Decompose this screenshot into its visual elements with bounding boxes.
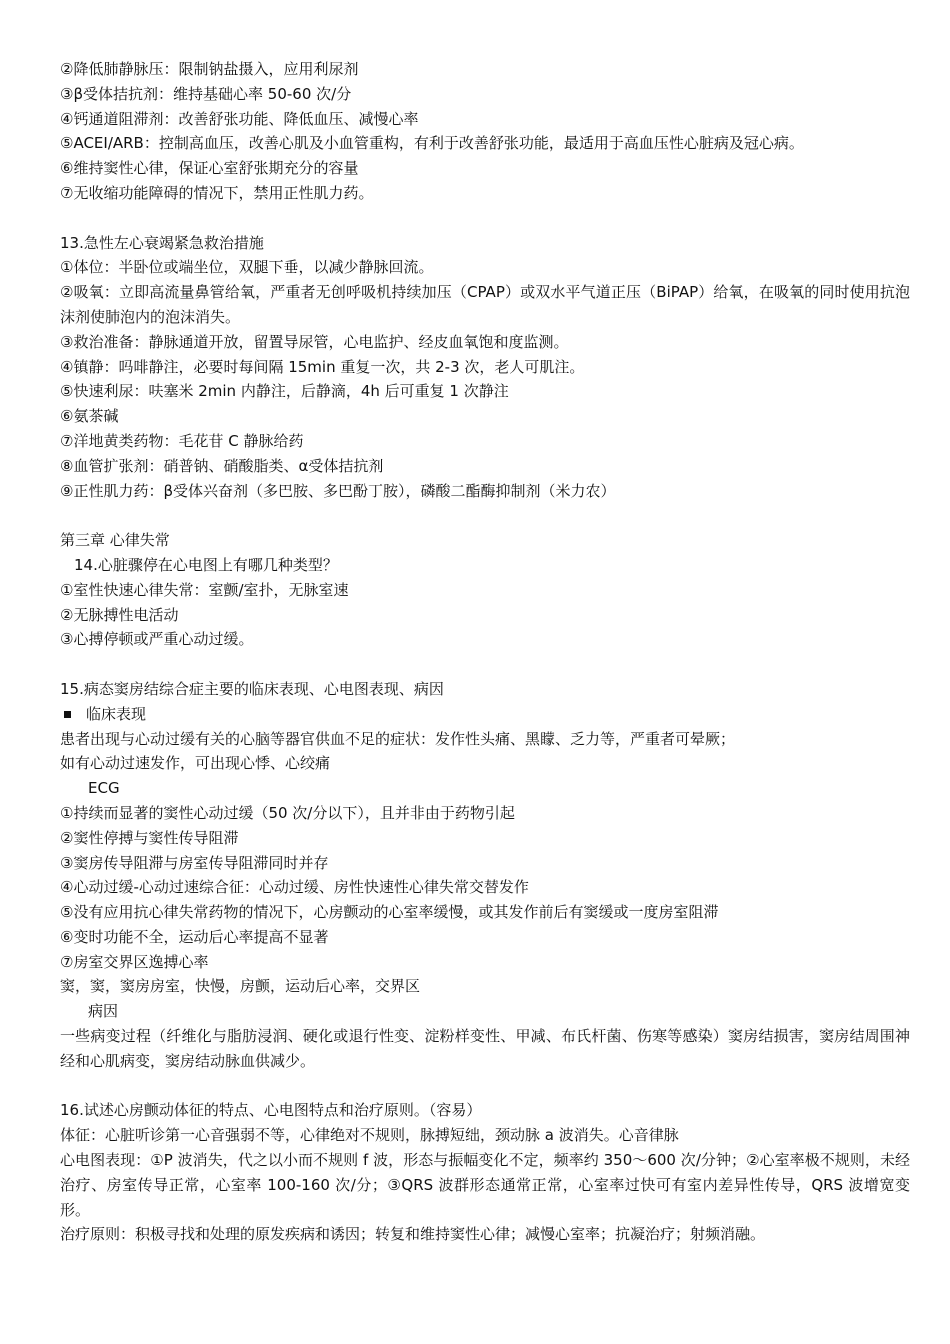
section-title: 14.心脏骤停在心电图上有哪几种类型？ — [74, 555, 338, 574]
list-item: ④心动过缓-心动过速综合征：心动过缓、房性快速性心律失常交替发作 — [60, 878, 529, 897]
section-16 — [60, 1098, 910, 1247]
section-title: 13.急性左心衰竭紧急救治措施 — [60, 233, 264, 252]
list-item: ⑥变时功能不全，运动后心率提高不显著 — [60, 927, 329, 946]
paragraph: 心电图表现：①P 波消失，代之以小而不规则 f 波，形态与振幅变化不定，频率约 350～600 次/分钟；②心室率极不规则，未经治疗、房室传导正常，心室率 100-160 次/分；③QRS 波群形态通常正常，心室率过快可有室内差异性传导，QRS 波增宽变形。 — [60, 1151, 910, 1219]
list-item: ④钙通道阻滞剂：改善舒张功能、降低血压、减慢心率 — [60, 109, 419, 128]
list-item: ②降低肺静脉压：限制钠盐摄入，应用利尿剂 — [60, 60, 359, 78]
list-item: ⑤ACEI/ARB：控制高血压，改善心肌及小血管重构，有利于改善舒张功能，最适用于高血压性心脏病及冠心病。 — [60, 134, 804, 153]
list-item: ②窦性停搏与窦性传导阻滞 — [60, 828, 239, 847]
section-title: 15.病态窦房结综合症主要的临床表现、心电图表现、病因 — [60, 679, 444, 698]
list-item: ⑦房室交界区逸搏心率 — [60, 952, 209, 971]
paragraph: 患者出现与心动过缓有关的心脑等器官供血不足的症状：发作性头痛、黑矇、乏力等，严重者可晕厥； — [60, 729, 736, 748]
section-12-continued — [60, 57, 910, 206]
section-title: 16.试述心房颤动体征的特点、心电图特点和治疗原则。（容易） — [60, 1101, 482, 1120]
list-item: ①持续而显著的窦性心动过缓（50 次/分以下），且并非由于药物引起 — [60, 803, 515, 822]
list-item: ②吸氧：立即高流量鼻管给氧，严重者无创呼吸机持续加压（CPAP）或双水平气道正压（BiPAP）给氧，在吸氧的同时使用抗泡沫剂使肺泡内的泡沫消失。 — [60, 283, 910, 326]
list-item: ⑤快速利尿：呋塞米 2min 内静注，后静滴，4h 后可重复 1 次静注 — [60, 382, 509, 401]
list-item: ④镇静：吗啡静注，必要时每间隔 15min 重复一次，共 2-3 次，老人可肌注。 — [60, 357, 585, 376]
paragraph: 如有心动过速发作，可出现心悸、心绞痛 — [60, 754, 331, 773]
paragraph: 体征：心脏听诊第一心音强弱不等，心律绝对不规则，脉搏短绌，颈动脉 a 波消失。心音律脉 — [60, 1126, 679, 1145]
subheading: 病因 — [88, 1002, 119, 1021]
section-13 — [60, 231, 910, 504]
section-15 — [60, 677, 910, 1074]
list-item: ⑦无收缩功能障碍的情况下，禁用正性肌力药。 — [60, 183, 374, 202]
list-item: ①室性快速心律失常：室颤/室扑，无脉室速 — [60, 580, 349, 599]
list-item: ⑨正性肌力药：β受体兴奋剂（多巴胺、多巴酚丁胺），磷酸二酯酶抑制剂（米力农） — [60, 481, 616, 500]
summary-line: 窦，窦，窦房房室，快慢，房颤，运动后心率，交界区 — [60, 977, 421, 996]
list-item: ⑥氨茶碱 — [60, 407, 119, 426]
list-item: ⑦洋地黄类药物：毛花苷 C 静脉给药 — [60, 431, 304, 450]
subheading — [60, 702, 910, 727]
chapter-title: 第三章 心律失常 — [60, 531, 170, 550]
list-item: ③救治准备：静脉通道开放，留置导尿管，心电监护、经皮血氧饱和度监测。 — [60, 332, 569, 351]
subheading: ECG — [88, 779, 120, 798]
spacer — [60, 206, 910, 231]
paragraph: 治疗原则：积极寻找和处理的原发疾病和诱因；转复和维持窦性心律；减慢心室率；抗凝治疗；射频消融。 — [60, 1225, 766, 1244]
spacer — [60, 503, 910, 528]
list-item: ②无脉搏性电活动 — [60, 605, 179, 624]
square-bullet-icon — [64, 711, 71, 718]
list-item: ⑧血管扩张剂：硝普钠、硝酸脂类、α受体拮抗剂 — [60, 456, 384, 475]
list-item: ①体位：半卧位或端坐位，双腿下垂，以减少静脉回流。 — [60, 258, 434, 277]
list-item: ③窦房传导阻滞与房室传导阻滞同时并存 — [60, 853, 329, 872]
list-item: ③β受体拮抗剂：维持基础心率 50-60 次/分 — [60, 84, 352, 103]
subheading-label: 临床表现 — [86, 704, 147, 723]
list-item: ③心搏停顿或严重心动过缓。 — [60, 630, 254, 649]
list-item: ⑥维持窦性心律，保证心室舒张期充分的容量 — [60, 159, 359, 178]
spacer — [60, 1074, 910, 1099]
paragraph: 一些病变过程（纤维化与脂肪浸润、硬化或退行性变、淀粉样变性、甲减、布氏杆菌、伤寒等感染）窦房结损害，窦房结周围神经和心肌病变，窦房结动脉血供减少。 — [60, 1027, 910, 1070]
list-item: ⑤没有应用抗心律失常药物的情况下，心房颤动的心室率缓慢，或其发作前后有窦缓或一度房室阻滞 — [60, 903, 719, 922]
section-14 — [60, 553, 910, 652]
spacer — [60, 652, 910, 677]
